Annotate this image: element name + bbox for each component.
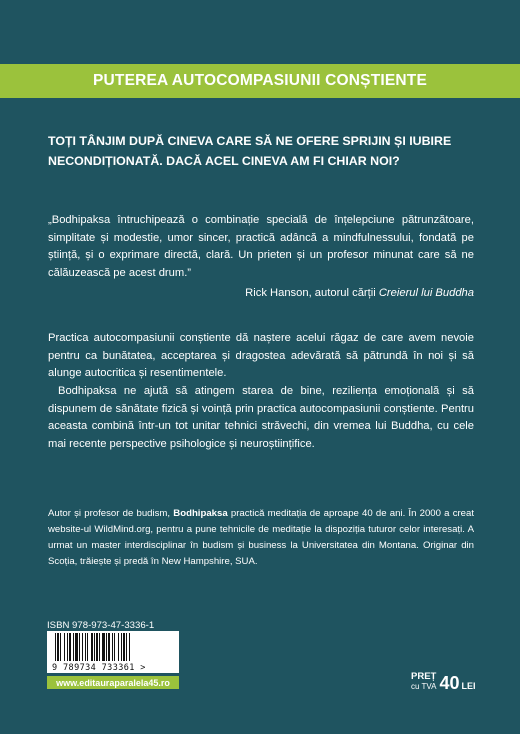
isbn-label: ISBN 978-973-47-3336-1 — [47, 620, 155, 631]
bio-intro: Autor și profesor de budism, — [48, 508, 171, 519]
barcode-bar — [57, 633, 59, 661]
book-title: PUTEREA AUTOCOMPASIUNII CONȘTIENTE — [92, 72, 428, 89]
quote-attribution — [245, 285, 474, 302]
barcode-bar — [102, 633, 105, 661]
price-value: 40 — [439, 673, 460, 693]
barcode-bar — [114, 633, 115, 661]
price-currency: LEI — [461, 681, 476, 691]
website-bar — [47, 676, 179, 689]
barcode-bar — [55, 633, 56, 661]
barcode-bar — [106, 633, 107, 661]
barcode-bar — [129, 633, 130, 661]
description-paragraph-1: Practica autocompasiunii conștiente dă naștere acelui răgaz de care avem nevoie pentru ca bunătatea, acceptarea și dragostea adevărată să pătrundă în noi și să alunge autocritica și resentimentele. — [48, 332, 474, 379]
description-paragraph-2: Bodhipaksa ne ajută să atingem starea de bine, reziliența emoțională și să dispunem de sănătate fizică și voință prin practica autocompasiunii conștiente. Pentru aceasta combină într-un tot unitar tehnici străvechi, din vremea lui Buddha, cu cele mai recente perspective psihologice și neuroștiințifice. — [48, 385, 474, 450]
price-block — [411, 672, 476, 692]
barcode-bar — [91, 633, 93, 661]
tagline: TOȚI TÂNJIM DUPĂ CINEVA CARE SĂ NE OFERE SPRIJIN ȘI IUBIRE NECONDIȚIONATĂ. DACĂ ACEL CINEVA AM FI CHIAR NOI? — [48, 134, 452, 168]
price-label-stack — [411, 672, 437, 692]
barcode-bar — [73, 633, 74, 661]
attribution-book-title: Creierul lui Buddha — [378, 287, 474, 299]
price-vat-label: cu TVA — [411, 682, 437, 691]
attribution-author: Rick Hanson, autorul cărții — [245, 287, 376, 299]
author-bio — [48, 506, 474, 570]
barcode-digits: 9 789734 733361 > — [52, 663, 146, 673]
barcode-bar — [112, 633, 113, 661]
price-label: PREȚ — [411, 671, 437, 682]
barcode-bar — [69, 633, 71, 661]
title-bar — [0, 64, 520, 98]
barcode-bar — [99, 633, 100, 661]
barcode-bar — [96, 633, 98, 661]
barcode-bar — [75, 633, 78, 661]
barcode-bar — [126, 633, 127, 661]
barcode-bars — [47, 633, 179, 663]
endorsement-quote: „Bodhipaksa întruchipează o combinație specială de înțelepciune pătrunzătoare, simplitate și modestie, umor sincer, practică adâncă a mindfulnessului, fondată pe știință, și o exprimare directă, clară. Un prieten și un profesor minunat care să ne călăuzească pe acest drum.” — [48, 214, 474, 279]
barcode-bar — [121, 633, 122, 661]
barcode-bar — [82, 633, 83, 661]
barcode-bar — [87, 633, 88, 661]
barcode-bar — [64, 633, 65, 661]
barcode-bar — [79, 633, 80, 661]
top-band — [0, 0, 520, 64]
barcode-bar — [108, 633, 110, 661]
author-name: Bodhipaksa — [173, 508, 228, 519]
barcode-bar — [123, 633, 125, 661]
publisher-website: www.editauraparalela45.ro — [56, 677, 170, 688]
barcode-bar — [94, 633, 95, 661]
barcode-bar — [67, 633, 68, 661]
barcode-bar — [60, 633, 61, 661]
barcode-bar — [85, 633, 86, 661]
barcode-bar — [118, 633, 119, 661]
bio-rest: practică meditația de aproape 40 de ani. În 2000 a creat website-ul WildMind.org, pentru a pune tehnicile de meditație la dispoziția tuturor celor interesați. A urmat un master interdisciplinar în budism și business la Universitatea din Montana. Originar din Scoția, trăiește și predă în New Hampshire, SUA. — [48, 508, 475, 567]
